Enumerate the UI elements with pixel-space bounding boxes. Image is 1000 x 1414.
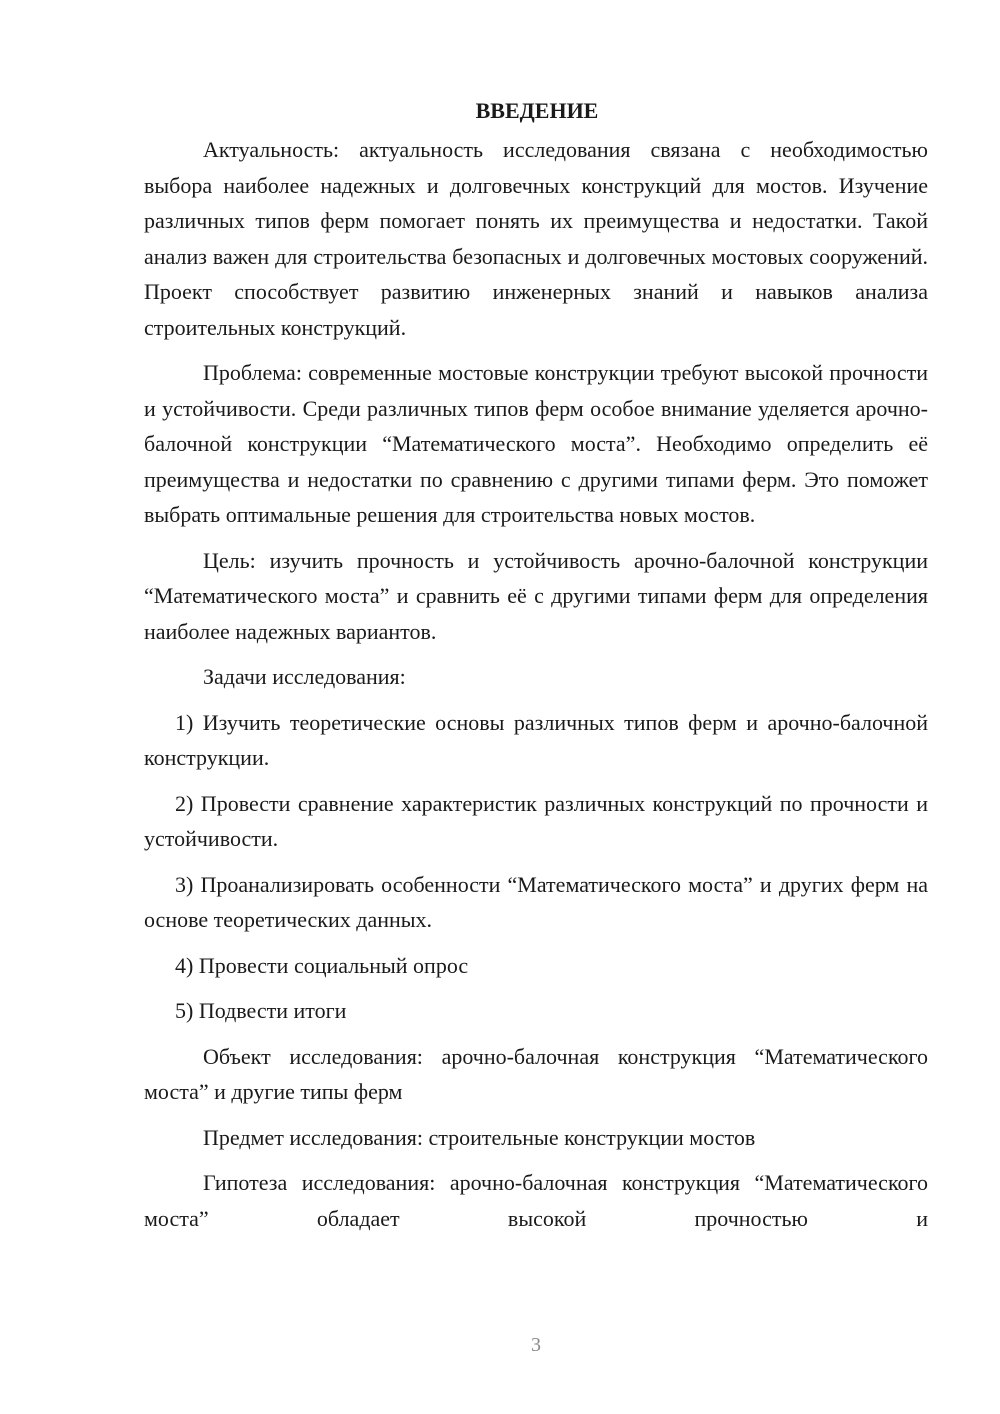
paragraph-goal: Цель: изучить прочность и устойчивость арочно-балочной конструкции “Математического моста” и сравнить её с другими типами ферм для определения наиболее надежных вариантов.: [144, 547, 928, 644]
task-item-3: 3) Проанализировать особенности “Математического моста” и других ферм на основе теоретических данных.: [144, 871, 928, 932]
paragraph-object: Объект исследования: арочно-балочная конструкция “Математического моста” и другие типы ферм: [144, 1043, 928, 1104]
page-number: 3: [531, 1334, 541, 1356]
document-page: [144, 96, 928, 1246]
paragraph-tasks-heading: Задачи исследования:: [203, 664, 406, 689]
paragraph-subject: Предмет исследования: строительные конструкции мостов: [203, 1124, 756, 1150]
task-item-1: 1) Изучить теоретические основы различных типов ферм и арочно-балочной конструкции.: [144, 709, 928, 770]
task-item-4: 4) Провести социальный опрос: [175, 952, 469, 978]
paragraph-problem: Проблема: современные мостовые конструкции требуют высокой прочности и устойчивости. Среди различных типов ферм особое внимание уделяется арочно-балочной конструкции “Математического моста”. Необходимо определить её преимущества и недостатки по сравнению с другими типами ферм. Это поможет выбрать оптимальные решения для строительства новых мостов.: [144, 360, 928, 527]
task-item-5: 5) Подвести итоги: [175, 998, 347, 1023]
task-item-2: 2) Провести сравнение характеристик различных конструкций по прочности и устойчивости.: [144, 790, 928, 851]
page-title: ВВЕДЕНИЕ: [475, 98, 599, 123]
paragraph-relevance: Актуальность: актуальность исследования связана с необходимостью выбора наиболее надежных и долговечных конструкций для мостов. Изучение различных типов ферм помогает понять их преимущества и недостатки. Такой анализ важен для строительства безопасных и долговечных мостовых сооружений. Проект способствует развитию инженерных знаний и навыков анализа строительных конструкций.: [144, 137, 928, 340]
paragraph-hypothesis: Гипотеза исследования: арочно-балочная конструкция “Математического моста” обладает высокой прочностью и: [144, 1170, 928, 1231]
